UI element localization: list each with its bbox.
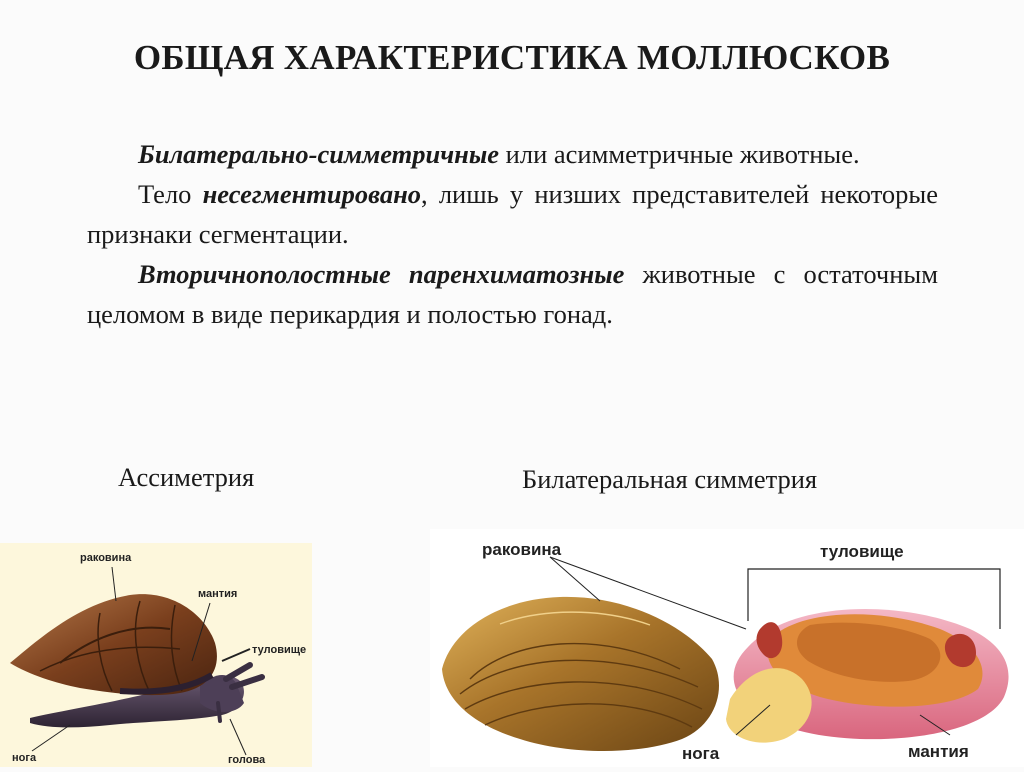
paragraph-coelom-rest: животные с остаточным целомом в виде перикардия и полостью гонад.	[87, 259, 938, 329]
body-text	[87, 134, 938, 334]
snail-label-body: туловище	[252, 644, 307, 656]
paragraph-coelom	[87, 254, 938, 334]
snail-shell	[10, 594, 217, 695]
subheading-asymmetry: Ассиметрия	[118, 462, 255, 492]
snail-diagram	[0, 543, 312, 767]
clam-label-foot: нога	[682, 744, 720, 763]
term-unsegmented: несегментировано	[202, 179, 422, 209]
clam-shell	[442, 597, 719, 751]
snail-label-foot: нога	[12, 752, 37, 764]
paragraph-segmentation	[87, 174, 938, 254]
slide-title: ОБЩАЯ ХАРАКТЕРИСТИКА МОЛЛЮСКОВ	[133, 38, 891, 77]
clam-label-mantle: мантия	[908, 742, 969, 761]
paragraph-segmentation-rest: , лишь у низших представителей некоторые признаки сегментации.	[87, 179, 938, 249]
subheading-bilateral-symmetry: Билатеральная симметрия	[522, 464, 818, 494]
clam-diagram	[430, 529, 1024, 767]
clam-illustration	[430, 529, 1024, 767]
term-secondary-cavity: Вторичнополостные паренхиматозные	[138, 259, 625, 289]
term-bilateral: Билатерально-симметричные	[138, 139, 500, 169]
snail-label-shell: раковина	[80, 552, 132, 564]
clam-label-shell: раковина	[482, 540, 562, 559]
snail-illustration	[0, 543, 312, 767]
snail-label-mantle: мантия	[198, 588, 238, 600]
snail-label-head: голова	[228, 754, 266, 766]
paragraph-symmetry-rest: или асимметричные животные.	[499, 139, 860, 169]
paragraph-segmentation-start: Тело	[138, 179, 203, 209]
clam-label-body: туловище	[820, 542, 904, 561]
paragraph-symmetry	[87, 134, 938, 174]
